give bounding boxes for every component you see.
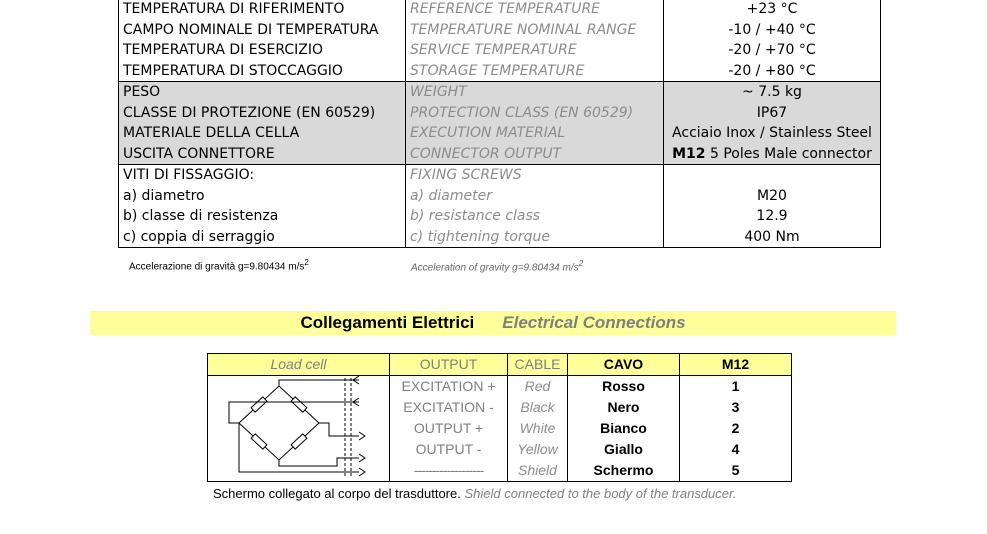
specifications-table — [118, 0, 881, 248]
cavo-color: Nero — [568, 397, 680, 418]
header-m12: M12 — [680, 354, 792, 376]
bridge-schematic-icon — [209, 376, 389, 478]
spec-label-it: a) diametro — [123, 187, 205, 204]
header-load-cell: Load cell — [208, 354, 390, 376]
header-output: OUTPUT — [390, 354, 508, 376]
banner-title-en: Electrical Connections — [502, 313, 686, 332]
spec-label-it: CLASSE DI PROTEZIONE (EN 60529) — [119, 103, 406, 124]
output-label: OUTPUT - — [390, 439, 508, 460]
gravity-note-text: Acceleration of gravity g=9.80434 m/s — [411, 262, 579, 274]
connector-description: 5 Poles Male connector — [705, 145, 872, 162]
connector-type: M12 — [672, 145, 706, 162]
spec-label-it: MATERIALE DELLA CELLA — [119, 123, 406, 144]
output-label: EXCITATION - — [390, 397, 508, 418]
spec-label-it: VITI DI FISSAGGIO: — [123, 167, 255, 183]
spec-label-en: b) resistance class — [406, 206, 664, 227]
gravity-note-it — [129, 258, 309, 272]
spec-value — [664, 144, 881, 165]
spec-label-it: CAMPO NOMINALE DI TEMPERATURA — [123, 21, 379, 38]
spec-label-it: TEMPERATURA DI ESERCIZIO — [123, 42, 324, 58]
spec-label-en: CONNECTOR OUTPUT — [406, 144, 664, 165]
spec-label-it: TEMPERATURA DI STOCCAGGIO — [123, 62, 343, 79]
gravity-exponent: 2 — [578, 258, 584, 268]
banner-title-it: Collegamenti Elettrici — [300, 313, 475, 332]
cavo-color: Giallo — [568, 439, 680, 460]
spec-label-en: WEIGHT — [406, 82, 664, 103]
spec-row — [119, 206, 881, 227]
spec-label-en: STORAGE TEMPERATURE — [406, 61, 664, 82]
output-label: ------------------- — [390, 460, 508, 482]
shield-note-en: Shield connected to the body of the transducer. — [464, 486, 737, 501]
spec-label-en: FIXING SCREWS — [406, 165, 664, 186]
connections-table — [207, 353, 792, 482]
shield-note — [213, 486, 736, 501]
spec-value: 400 Nm — [664, 227, 881, 248]
spec-value: Acciaio Inox / Stainless Steel — [664, 123, 881, 144]
spec-value: -20 / +70 °C — [664, 40, 881, 61]
cable-color: Shield — [508, 460, 568, 482]
spec-value: IP67 — [664, 103, 881, 124]
spec-label-en: SERVICE TEMPERATURE — [406, 40, 664, 61]
connections-header-row — [208, 354, 792, 376]
cavo-color: Schermo — [568, 460, 680, 482]
spec-value: 12.9 — [664, 206, 881, 227]
cable-color: Red — [508, 375, 568, 397]
spec-row — [119, 40, 881, 61]
spec-row — [119, 0, 881, 20]
spec-label-it: PESO — [119, 82, 406, 103]
spec-value — [664, 165, 881, 186]
gravity-note-text: Accelerazione di gravità g=9.80434 m/s — [129, 261, 305, 273]
spec-value: M20 — [664, 186, 881, 207]
gravity-exponent: 2 — [304, 258, 309, 267]
m12-pin: 4 — [680, 439, 792, 460]
spec-label-en: EXECUTION MATERIAL — [406, 123, 664, 144]
spec-value: ~ 7.5 kg — [664, 82, 881, 103]
spec-label-it: TEMPERATURA DI RIFERIMENTO — [123, 1, 345, 17]
spec-row — [119, 165, 881, 186]
gravity-note-en — [411, 258, 583, 273]
spec-row — [119, 186, 881, 207]
spec-row — [119, 123, 881, 144]
table-row — [208, 375, 792, 397]
cable-color: Yellow — [508, 439, 568, 460]
cavo-color: Rosso — [568, 375, 680, 397]
spec-label-en: c) tightening torque — [406, 227, 664, 248]
temperature-section — [119, 0, 881, 82]
cable-color: White — [508, 418, 568, 439]
spec-row — [119, 82, 881, 103]
spec-row — [119, 103, 881, 124]
spec-row — [119, 227, 881, 248]
spec-label-it: b) classe di resistenza — [123, 208, 279, 224]
spec-label-en: REFERENCE TEMPERATURE — [406, 0, 664, 20]
output-label: OUTPUT + — [390, 418, 508, 439]
spec-label-en: PROTECTION CLASS (EN 60529) — [406, 103, 664, 124]
spec-label-it: USCITA CONNETTORE — [119, 144, 406, 165]
cable-color: Black — [508, 397, 568, 418]
spec-row — [119, 20, 881, 41]
header-cable: CABLE — [508, 354, 568, 376]
screws-section — [119, 165, 881, 248]
m12-pin: 2 — [680, 418, 792, 439]
spec-label-en: TEMPERATURE NOMINAL RANGE — [406, 20, 664, 41]
wheatstone-bridge-diagram — [208, 375, 390, 481]
spec-row — [119, 61, 881, 82]
cavo-color: Bianco — [568, 418, 680, 439]
spec-value: +23 °C — [664, 0, 881, 20]
general-section — [119, 82, 881, 165]
header-cavo: CAVO — [568, 354, 680, 376]
spec-value: -10 / +40 °C — [664, 20, 881, 41]
output-label: EXCITATION + — [390, 375, 508, 397]
shield-note-it: Schermo collegato al corpo del trasduttore. — [213, 486, 461, 501]
m12-pin: 5 — [680, 460, 792, 482]
spec-value: -20 / +80 °C — [664, 61, 881, 82]
m12-pin: 3 — [680, 397, 792, 418]
spec-label-it: c) coppia di serraggio — [123, 228, 275, 245]
spec-label-en: a) diameter — [406, 186, 664, 207]
m12-pin: 1 — [680, 375, 792, 397]
spec-row — [119, 144, 881, 165]
section-banner — [90, 311, 896, 335]
